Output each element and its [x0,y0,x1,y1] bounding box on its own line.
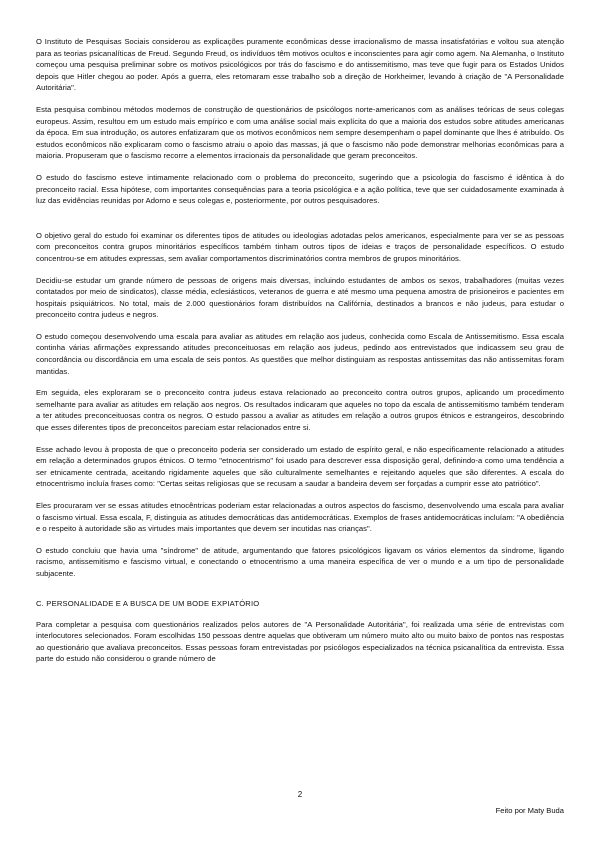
paragraph: Esse achado levou à proposta de que o preconceito poderia ser considerado um estado de espírito geral, e não especificamente relacionado a atitudes em relação a determinados grupos étnicos. O termo "etnocentrismo" foi usado para descrever essa disposição geral, definindo-a como uma tendência a ser etnicamente centrada, aceitando rigidamente aqueles que são culturalmente semelhantes e rejeitando aqueles que são diferentes. A escala do etnocentrismo incluía frases como: "Certas seitas religiosas que se recusam a saudar a bandeira devem ser forçadas a cumprir esse ato patriótico". [36,444,564,489]
paragraph: O Instituto de Pesquisas Sociais considerou as explicações puramente econômicas desse irracionalismo de massa insatisfatórias e voltou sua atenção para as teorias psicanalíticas de Freud. Segundo Freud, os indivíduos têm motivos ocultos e inconscientes para agir como agem. Na Alemanha, o Instituto começou uma pesquisa preliminar sobre os motivos psicológicos por trás do fascismo e do antissemitismo, mas teve que fugir para os Estados Unidos depois que Hitler chegou ao poder. Após a guerra, eles retomaram esse trabalho sob a direção de Horkheimer, levando à criação de "A Personalidade Autoritária". [36,37,564,93]
paragraph: Para completar a pesquisa com questionários realizados pelos autores de "A Personalidade Autoritária", foi realizada uma série de entrevistas com interlocutores selecionados. Foram escolhidas 150 pessoas dentre aquelas que obtiveram um número muito alto ou muito baixo de pontos nas respostas ao questionário que avaliava preconceitos. Essas pessoas foram entrevistadas por psicólogos especializados na técnica psicanalítica da entrevista. Essa parte do estudo não considerou o grande número de [36,619,564,664]
document-body [36,36,564,675]
paragraph: O objetivo geral do estudo foi examinar os diferentes tipos de atitudes ou ideologias adotadas pelos americanos, especialmente para ver se as pessoas com preconceitos contra grupos minoritários específicos também tinham outros tipos de ideias e traços de personalidade específicos. O estudo concentrou-se em atitudes expressas, sem avaliar comportamentos discriminatórios contra membros de grupos minoritários. [36,230,564,263]
paragraph-spacer [36,217,564,230]
paragraph: O estudo começou desenvolvendo uma escala para avaliar as atitudes em relação aos judeus, conhecida como Escala de Antissemitismo. Essa escala continha várias afirmações expressando atitudes preconceituosas em relação aos judeus, pedindo aos entrevistados que indicassem seu grau de concordância ou discordância em uma escala de seis pontos. As questões que melhor distinguiam as respostas antissemitas das não antissemitas foram mantidas. [36,331,564,376]
section-heading: C. PERSONALIDADE E A BUSCA DE UM BODE EXPIATÓRIO [36,598,260,608]
paragraph: Em seguida, eles exploraram se o preconceito contra judeus estava relacionado ao preconceito contra outros grupos, aplicando um procedimento semelhante para avaliar as atitudes em relação aos negros. Os resultados indicaram que aqueles no topo da escala de antissemitismo também tenderam a ter atitudes preconceituosas contra os negros. O estudo passou a avaliar as atitudes em relação a outros grupos étnicos e estrangeiros, descobrindo que esses diferentes tipos de preconceitos pareciam estar relacionados entre si. [36,388,564,433]
paragraph: O estudo concluiu que havia uma "síndrome" de atitude, argumentando que fatores psicológicos ligavam os vários elementos da síndrome, ligando racismo, antissemitismo e fascismo virtual, e conectando o etnocentrismo a uma maneira específica de ver o mundo e a um tipo de personalidade subjacente. [36,545,564,578]
paragraph: Decidiu-se estudar um grande número de pessoas de origens mais diversas, incluindo estudantes de ambos os sexos, trabalhadores (muitas vezes contatados por meio de sindicatos), classe média, eclesiásticos, veteranos de guerra e até mesmo uma pequena amostra de prisioneiros e pacientes em hospitais psiquiátricos. No total, mais de 2.000 questionários foram distribuídos na Califórnia, destinados a brancos e não judeus, para estudar o preconceito contra judeus e negros. [36,275,564,320]
paragraph: O estudo do fascismo esteve intimamente relacionado com o problema do preconceito, sugerindo que a psicologia do fascismo é idêntica à do preconceito racial. Essa hipótese, com importantes consequências para a teoria psicológica e a ação política, teve que ser cuidadosamente examinada à luz das evidências reunidas por Adorno e seus colegas e, posteriormente, por outros pesquisadores. [36,172,564,206]
paragraph: Eles procuraram ver se essas atitudes etnocêntricas poderiam estar relacionadas a outros aspectos do fascismo, desenvolvendo uma escala para avaliar o fascismo virtual. Essa escala, F, distinguia as atitudes democráticas das antidemocráticas. Exemplos de frases antidemocráticas incluíam: "A obediência e o respeito à autoridade são as virtudes mais importantes que devem ser incutidas nas crianças". [36,501,564,534]
paragraph: Esta pesquisa combinou métodos modernos de construção de questionários de psicólogos norte-americanos com as análises teóricas de seus colegas europeus. Assim, resultou em um estudo mais empírico e com uma análise social mais explícita do que a maioria dos estudos sobre atitudes americanas da época. Em sua introdução, os autores enfatizaram que os motivos econômicos nem sempre desempenham o papel dominante que lhes é atribuído. Os estudos econômicos não explicaram como o fascismo atraiu o apoio das massas, já que o fascismo não pode demonstrar melhorias econômicas para a maioria. Propuseram que o fascismo recorre a elementos irracionais da personalidade que geram preconceitos. [36,104,564,161]
footer-credit: Feito por Maty Buda [495,806,564,815]
page-number: 2 [297,790,303,799]
